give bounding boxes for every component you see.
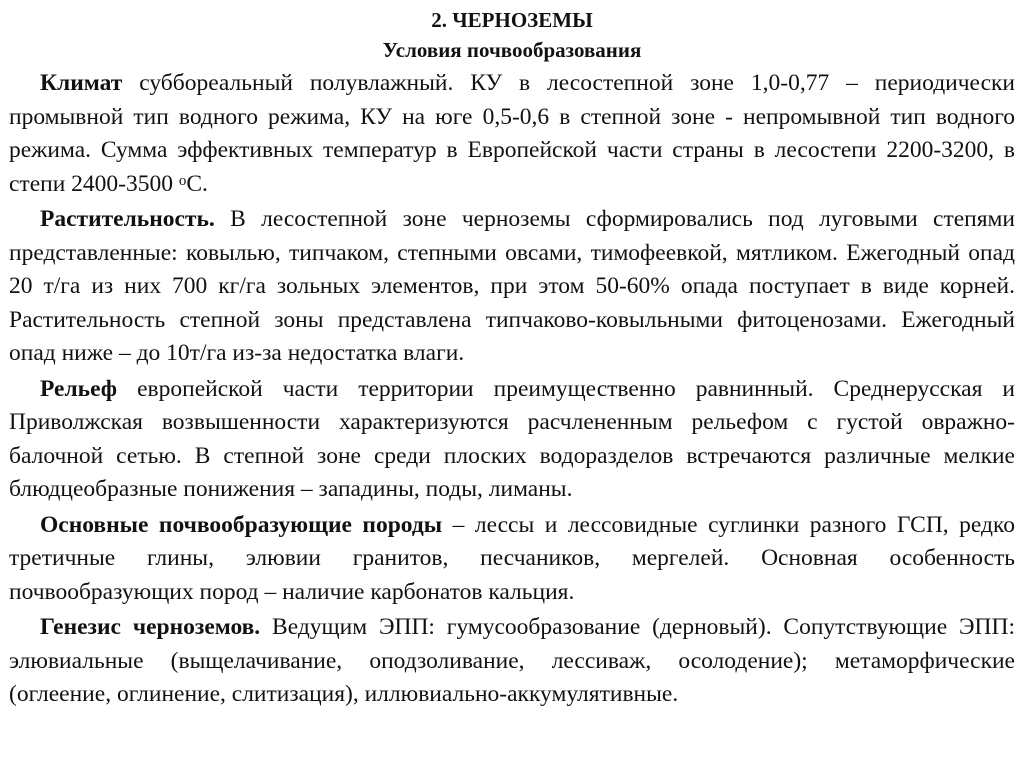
document-title: 2. ЧЕРНОЗЕМЫ (431, 8, 593, 32)
paragraph-text: В лесостепной зоне черноземы сформировались под луговыми степями представленные: ковылью, типчаком, степными овсами, тимофеевкой, мятликом. Ежегодный опад 20 т/га из них 700 кг/га зольных элементов, при этом 50-60% опада поступает в виде корней. Растительность степной зоны представлена типчаково-ковыльными фитоценозами. Ежегодный опад ниже – до 10т/га из-за недостатка влаги. (9, 206, 1015, 366)
degree-superscript: о (178, 172, 187, 189)
paragraph-lead: Растительность. (40, 206, 215, 232)
paragraph-relief (9, 373, 1015, 509)
paragraph-lead: Рельеф (40, 375, 118, 402)
paragraph-climate (9, 67, 1015, 203)
paragraph-text: – лессы и лессовидные суглинки разного ГСП, редко третичные глины, элювии гранитов, песчаников, мергелей. Основная особенность почвообразующих пород – наличие карбонатов кальция. (9, 511, 1015, 605)
paragraph-genesis (9, 611, 1015, 714)
paragraph-tail: С. (186, 170, 208, 197)
paragraph-text: европейской части территории преимущественно равнинный. Среднерусская и Приволжская возвышенности характеризуются расчлененным рельефом с густой овражно-балочной сетью. В степной зоне среди плоских водоразделов встречаются различные мелкие блюдцеобразные понижения – западины, поды, лиманы. (9, 375, 1015, 502)
paragraph-parent-rocks (9, 509, 1015, 612)
paragraph-lead: Основные почвообразующие породы (40, 511, 443, 538)
paragraph-text: суббореальный полувлажный. КУ в лесостепной зоне 1,0-0,77 – периодически промывной тип водного режима, КУ на юге 0,5-0,6 в степной зоне - непромывной тип водного режима. Сумма эффективных температур в Европейской части страны в лесостепи 2200-3200, в степи 2400-3500 (9, 70, 1015, 197)
document-subtitle: Условия почвообразования (382, 38, 642, 62)
paragraph-lead: Климат (40, 70, 123, 96)
paragraph-text: Ведущим ЭПП: гумусообразование (дерновый). Сопутствующие ЭПП: элювиальные (выщелачивание, оподзоливание, лессиваж, осолодение); метаморфические (оглеение, оглинение, слитизация), иллювиально-аккумулятивные. (9, 614, 1015, 707)
paragraph-vegetation (9, 203, 1015, 373)
paragraph-lead: Генезис черноземов. (40, 614, 261, 640)
